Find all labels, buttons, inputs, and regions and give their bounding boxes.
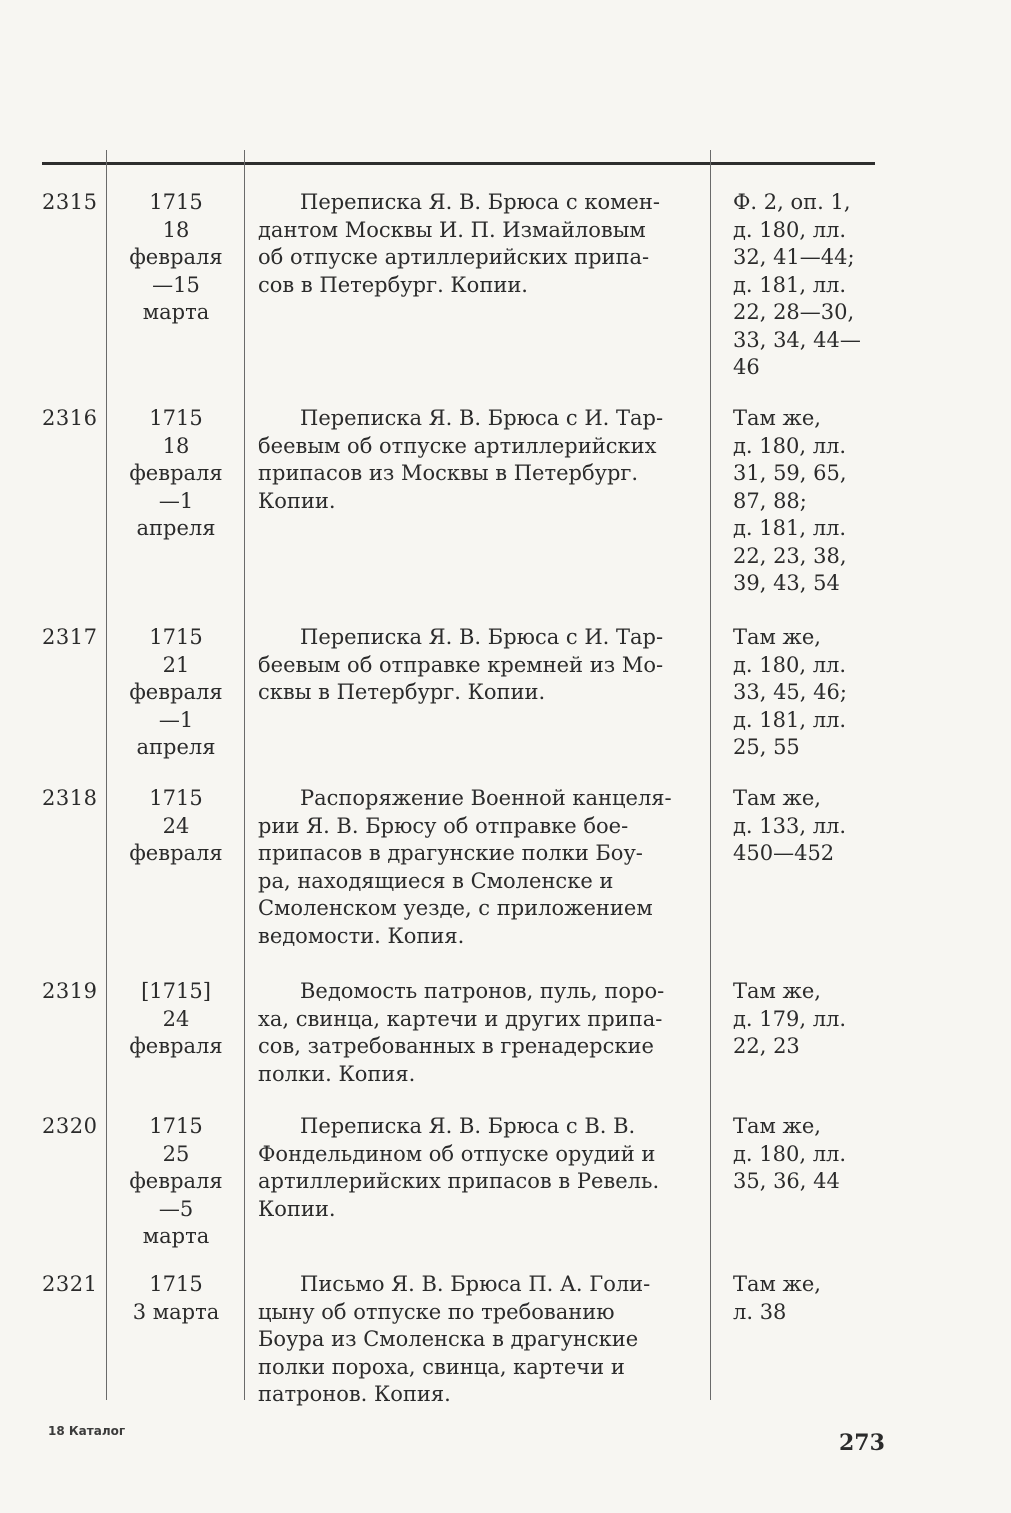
entry-description: Переписка Я. В. Брюса с И. Тар- беевым об отправке кремней из Мо- сквы в Петербург. Копии. bbox=[258, 625, 664, 704]
column-divider-date-description bbox=[244, 150, 245, 1400]
printer-signature: 18 Каталог bbox=[48, 1424, 126, 1438]
entry-number: 2317 bbox=[42, 625, 98, 649]
entry-number: 2315 bbox=[42, 190, 98, 214]
entry-description: Распоряжение Военной канцеля- рии Я. В. Брюсу об отправке бое- припасов в драгунские полки Боу- ра, находящиеся в Смоленске и Смоленском уезде, с приложением ведомости. Копия. bbox=[258, 786, 672, 948]
entry-archive-reference: Там же, д. 180, лл. 35, 36, 44 bbox=[733, 1114, 847, 1193]
entry-number: 2318 bbox=[42, 786, 98, 810]
entry-number: 2319 bbox=[42, 979, 98, 1003]
entry-date: 1715 3 марта bbox=[132, 1272, 220, 1324]
entry-archive-reference: Там же, л. 38 bbox=[733, 1272, 821, 1324]
entry-date: [1715] 24 февраля bbox=[129, 979, 223, 1058]
entry-number: 2316 bbox=[42, 406, 98, 430]
entry-date: 1715 24 февраля bbox=[129, 786, 223, 865]
entry-number: 2321 bbox=[42, 1272, 98, 1296]
entry-archive-reference: Там же, д. 133, лл. 450—452 bbox=[733, 786, 847, 865]
entry-archive-reference: Ф. 2, оп. 1, д. 180, лл. 32, 41—44; д. 181, лл. 22, 28—30, 33, 34, 44— 46 bbox=[733, 190, 861, 379]
entry-archive-reference: Там же, д. 180, лл. 33, 45, 46; д. 181, лл. 25, 55 bbox=[733, 625, 847, 759]
entry-description: Переписка Я. В. Брюса с комен- дантом Москвы И. П. Измайловым об отпуске артиллерийских припа- сов в Петербург. Копии. bbox=[258, 190, 660, 297]
entry-description: Ведомость патронов, пуль, поро- ха, свинца, картечи и других припа- сов, затребованных в гренадерские полки. Копия. bbox=[258, 979, 665, 1086]
entry-date: 1715 18 февраля —1 апреля bbox=[129, 406, 223, 540]
entry-description: Переписка Я. В. Брюса с И. Тар- беевым об отпуске артиллерийских припасов из Москвы в Петербург. Копии. bbox=[258, 406, 664, 513]
entry-description: Переписка Я. В. Брюса с В. В. Фондельдином об отпуске орудий и артиллерийских припасов в Ревель. Копии. bbox=[258, 1114, 660, 1221]
entry-date: 1715 21 февраля —1 апреля bbox=[129, 625, 223, 759]
entry-archive-reference: Там же, д. 179, лл. 22, 23 bbox=[733, 979, 847, 1058]
entry-description: Письмо Я. В. Брюса П. А. Голи- цыну об отпуске по требованию Боура из Смоленска в драгунские полки пороха, свинца, картечи и патронов. Копия. bbox=[258, 1272, 651, 1406]
column-divider-number-date bbox=[106, 150, 107, 1400]
entry-date: 1715 18 февраля —15 марта bbox=[129, 190, 223, 324]
entry-archive-reference: Там же, д. 180, лл. 31, 59, 65, 87, 88; д. 181, лл. 22, 23, 38, 39, 43, 54 bbox=[733, 406, 847, 595]
entry-date: 1715 25 февраля —5 марта bbox=[129, 1114, 223, 1248]
column-divider-description-reference bbox=[710, 150, 711, 1400]
table-top-rule bbox=[42, 162, 875, 165]
entry-number: 2320 bbox=[42, 1114, 98, 1138]
page-number: 273 bbox=[839, 1430, 885, 1456]
